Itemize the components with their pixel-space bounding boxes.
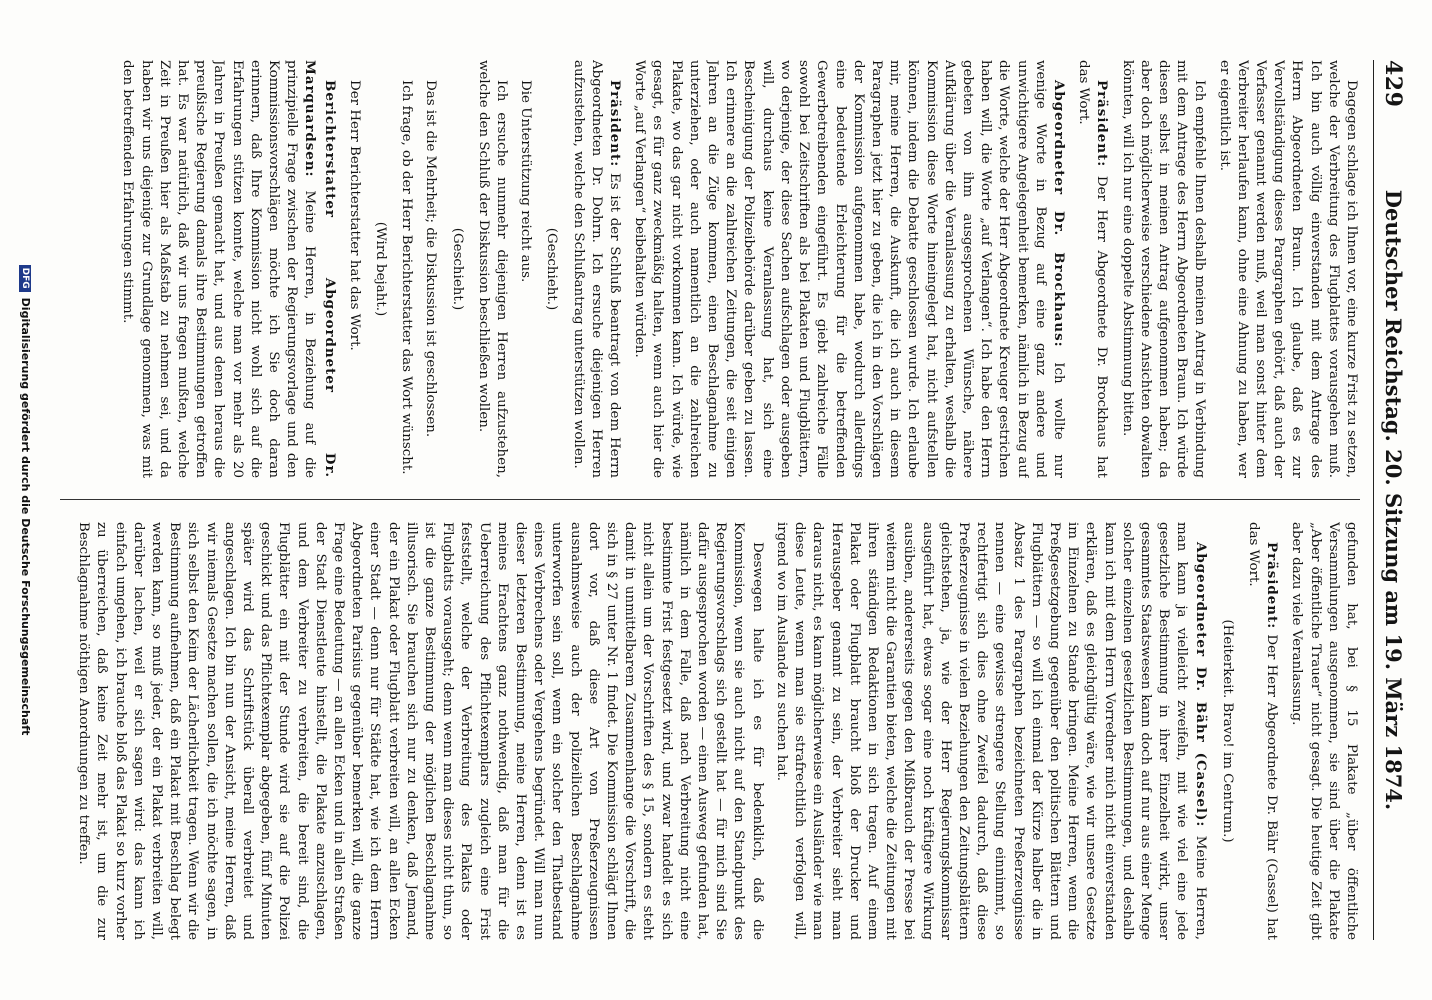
paragraph <box>772 522 1210 940</box>
speaker-label: Abgeordneter Dr. Brockhaus: <box>1050 80 1067 348</box>
speaker-label: Berichterstatter Abgeordneter Dr. Marquardsen: <box>302 60 338 478</box>
speaker-label: Präsident: <box>1094 80 1111 168</box>
paragraph: Die Unterstützung reicht aus. <box>518 80 534 283</box>
paragraph: Deswegen halte ich es für bedenklich, daß die Kommission, wenn sie auch nicht auf den Standpunkt des Regierungsvorschlags sich gestellt hat — für mich sind Sie dafür ausgesprochen worden — einen Ausweg gefunden hat, nämlich in dem Falle, daß nach Verbreitung nicht eine bestimmte Frist festgesetzt wird, und zwar handelt es sich nicht allein um der Vorschriften des § 15, sondern es steht damit in unmittelbarem Zusammenhange die Vorschrift, die sich in § 27 unter Nr. 1 findet. Die Kommission schlägt Ihnen dort vor, daß diese Art von Preßerzeugnissen ausnahmsweise auch der polizeilichen Beschlagnahme unterworfen sein soll, wenn ein solcher den Thatbestand eines Verbrechens oder Vergehens begründet. Will man nun dieser letzteren Bestimmung, meine Herren, denn ist es meines Erachtens ganz nothwendig, daß man für die Ueberreichung des Pflichtexemplars zugleich eine Frist feststellt, welche der Verbreitung des Plakats oder Flugblatts vorausgeht; denn wenn man dieses nicht thun, so ist die ganze Bestimmung der möglichen Beschlagnahme illusorisch. Sie brauchen sich nur zu denken, daß Jemand, der ein Plakat oder Flugblatt verbreiten will, an allen Ecken einer Stadt — denn nur für Städte hat, wie ich dem Herrn Abgeordneten Parisius gegenüber bemerken will, die ganze Frage eine Bedeutung — an allen Ecken und in allen Straßen der Stadt Dienstleute hinstellt, die Plakate anzuschlagen, und dem Verbreiter zu verbreiten, die bereit sind, die Flugblätter ein mit der Stunde wird sie auf die Polizei geschickt und das Pflichtexemplar abgegeben, fünf Minuten später wird das Schriftstück überall verbreitet und angeschlagen. Ich bin nun der Ansicht, meine Herren, daß wir niemals Gesetze machen sollen, die ich möchte sagen, in sich selbst den Keim der Lächerlichkeit tragen. Wenn wir die Bestimmung aufnehmen, daß ein Plakat mit Beschlag belegt werden kann, so muß jeder, der ein Plakat verbreiten will, darüber lachen, weil er sich sagen wird: das kann ich einfach umgehen, ich brauche bloß das Plakat so kurz vorher zu überreichen, daß keine Zeit mehr ist, um die zur Beschlagnahme nöthigen Anordnungen zu treffen. <box>76 522 765 940</box>
paragraph: Ich frage, ob der Herr Berichterstatter das Wort wünscht. <box>399 80 415 475</box>
text-column-right <box>60 522 1360 940</box>
speech-text: Der Herr Abgeordnete Dr. Brockhaus hat das Wort. <box>1076 60 1110 478</box>
paragraph: Das ist die Mehrheit; die Diskussion ist geschlossen. <box>423 80 439 438</box>
speaker-label: Präsident: <box>607 80 624 168</box>
paragraph: gefunden hat, bei § 15 Plakate „über öffentliche Versammlungen ausgenommen, sie sind über die Plakate „Aber öffentliche Trauer“ nicht gesagt. Die heutige Zeit gibt aber dazu viele Veranlassung. <box>1289 522 1359 940</box>
speech-text: Meine Herren, in Beziehung auf die prinzipielle Frage zwischen der Regierungsvorlage und den Kommissionsvorschlägen möchte ich Sie doch daran erinnern, daß Ihre Kommission nicht wohl sich auf die Erfahrungen stützen konnte, welche man vor mehr als 20 Jahren in Preußen gemacht hat, und aus denen heraus die preußische Regierung damals ihre Bestimmungen getroffen hat. Es war natürlich, daß wir uns fragen mußten, welche Zeit in Preußen hier als Maßstab zu nehmen sei, und da haben wir uns diejenige zur Grundlage genommen, was mit den betreffenden Erfahrungen stimmt. <box>120 60 318 478</box>
paragraph <box>1074 60 1111 478</box>
speaker-label: Abgeordneter Dr. Bähr (Cassel): <box>1192 542 1209 828</box>
paragraph <box>568 60 624 478</box>
page-number: 429 <box>1380 60 1406 108</box>
stage-direction: (Heiterkeit. Bravo! im Centrum.) <box>1219 619 1235 843</box>
page-header <box>1373 60 1414 940</box>
paragraph: Ich empfehle Ihnen deshalb meinen Antrag in Verbindung mit dem Antrage des Herrn Abgeordneten Braun. Ich würde diesen selbst in meinen Antrag aufgenommen haben; da aber doch möglicherweise verschiedene Ansichten obwalten könnten, will ich nur eine doppelte Abstimmung bitten. <box>1119 60 1208 478</box>
speech-text: Es ist der Schluß beantragt von dem Herrn Abgeordneten Dr. Dohrn. Ich ersuche diejenigen Herren aufzustehen, welche den Schlußantrag unterstützen wollen. <box>570 60 623 478</box>
paragraph <box>1244 522 1281 940</box>
speech-text: Ich wollte nur wenige Worte in Bezug auf eine ganz andere und unwichtigere Angelegenheit bemerken, nämlich in Bezug auf die Worte, welche der Herr Abgeordnete Kreuger gestrichen haben will, die Worte „auf Verlangen“. Ich habe den Herrn gebeten von ihm ausgesprochenen Wünsche, nähere Aufklärung über die Veranlassung zu erhalten, weshalb die Kommission diese Worte hineingelegt hat, nicht aufstellen können, indem die Debatte geschlossen wurde. Ich erlaube mir, meine Herren, die Auskunft, die ich auch in diesem Paragraphen jetzt hier zu geben, die ich in den Vorschlägen der Kommission aufgenommen habe, wodurch allerdings eine bedeutende Erleichterung für die betreffenden Gewerbetreibenden eingeführt. Es giebt zahlreiche Fälle sowohl bei Zeitschriften als bei Plakaten und Flugblättern, wo derjenige, der diese Sachen aufschlagen oder ausgeben will, durchaus keine Veranlassung hat, sich eine Bescheinigung der Polizeibehörde darüber geben zu lassen. Ich erinnere an die zahlreichen Zeitungen, die seit einigen Jahren an die Züge kommen, einen Beschlagnahme zu unterziehen, oder auch namentlich an die zahlreichen Plakate, wo das gar nicht vorkommen kann. Ich würde, wie gesagt, es für ganz zweckmäßig halten, wenn auch hier die Worte „auf Verlangen“ beibehalten würden. <box>632 60 1066 478</box>
paragraph: Dagegen schlage ich Ihnen vor, eine kurze Frist zu setzen, welche der Verbreitung des Flugblattes vorausgehen muß. Ich bin auch völlig einverstanden mit dem Antrage des Herrn Abgeordneten Braun. Ich glaube, daß es zur Vervollständigung dieses Paragraphen gehört, daß auch der Verfasser genannt werden muß, weil man sonst hinter dem Verbreiter herlaufen kann, ohne eine Ahnung zu haben, wer er eigentlich ist. <box>1216 60 1359 478</box>
stage-direction: (Wird bejaht.) <box>373 221 389 317</box>
credit-text: Digitalisierung gefördert durch die Deutsche Forschungsgemeinschaft <box>19 297 32 736</box>
text-column-left <box>60 60 1360 478</box>
column-divider <box>60 499 1360 500</box>
stage-direction: (Geschieht.) <box>544 227 560 311</box>
paragraph <box>118 60 338 478</box>
paragraph <box>630 60 1068 478</box>
speech-text: Der Herr Abgeordnete Dr. Bähr (Cassel) hat das Wort. <box>1245 522 1280 940</box>
paragraph: Ich ersuche nunmehr diejenigen Herren aufzustehen, welche den Schluß der Diskussion beschließen wollen. <box>475 60 510 478</box>
stage-direction: (Geschieht.) <box>449 227 465 311</box>
speaker-label: Präsident: <box>1264 542 1281 630</box>
digitization-credit <box>19 0 32 1000</box>
speech-text: Meine Herren, man kann ja vielleicht zweifeln, mit wie viel eine jede gesetzliche Bestimmung in ihrer Einzelheit wirkt, unser gesammtes Staatswesen kann doch auf nur aus einer Menge solcher einzelnen gesetzlichen Bestimmungen, und deshalb kann ich mit dem Herrn Vorredner mich nicht einverstanden erklären, daß es gleichgültig wäre, wie wir unsere Gesetze im Einzelnen zu Stande bringen. Meine Herren, wenn die Preßgesetzgebung gegenüber den politischen Blättern und Flugblättern — so will ich einmal der Kürze halber die in Absatz 1 des Paragraphen bezeichneten Preßerzeugnisse nennen — eine gewisse strengere Stellung einnimmt, so rechtfertigt sich dies ohne Zweifel dadurch, daß diese Preßerzeugnisse in vielen Beziehungen den Zeitungsblättern gleichstehen, ja, wie der Herr Regierungskommissar ausgeführt hat, etwas sogar eine noch kräftigere Wirkung ausüben, andererseits gegen den Mißbrauch der Presse bei weitem nicht die Garantien bieten, welche die Zeitungen mit ihren ständigen Redaktionen in sich tragen. Auf einem Plakat oder Flugblatt braucht bloß der Drucker und Herausgeber genannt zu sein, der Verbreiter sieht man daraus nicht, es kann möglicherweise ein Ausländer wie man diese Leute, wenn man sie strafrechtlich verfolgen will, irgend wo im Auslande zu suchen hat. <box>773 522 1208 940</box>
paragraph: Der Herr Berichterstatter hat das Wort. <box>346 80 362 351</box>
dfg-logo: DFG <box>19 265 31 292</box>
running-title: Deutscher Reichstag. 20. Sitzung am 19. März 1874. <box>1381 189 1406 811</box>
